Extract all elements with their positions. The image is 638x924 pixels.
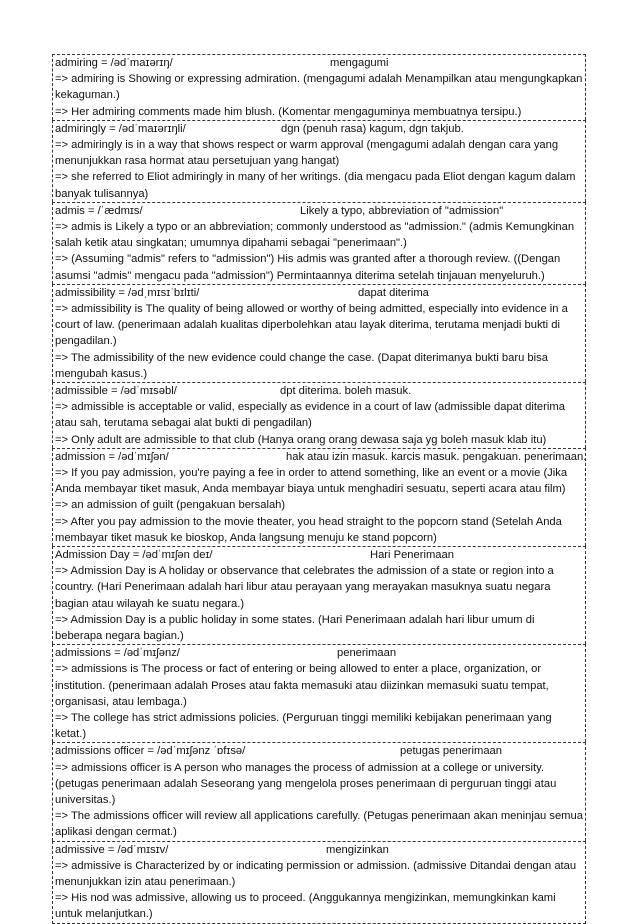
entry-translation: mengagumi: [330, 57, 389, 69]
entry-head: [55, 383, 583, 399]
entry-admissibility: [52, 284, 586, 382]
entry-translation: mengizinkan: [326, 843, 389, 856]
entry-example: => The admissions officer will review all applications carefully. (Petugas penerimaan akan meninjau semua aplikasi dengan cermat.): [55, 810, 583, 839]
entry-head: [55, 743, 583, 759]
entry-word: admissions officer = /ədˈmɪʃənz ˈɒfɪsə/: [55, 745, 246, 758]
entry-admission-day: [52, 546, 586, 644]
entry-admissive: [52, 841, 586, 924]
entry-example: => she referred to Eliot admiringly in many of her writings. (dia mengacu pada Eliot dengan kagum dalam banyak tulisannya): [55, 171, 576, 200]
entry-head: [55, 842, 583, 858]
entry-admiringly: [52, 120, 586, 202]
entry-word: admissibility = /ədˌmɪsɪˈbɪlɪti/: [55, 286, 200, 299]
entry-word: admissions = /ədˈmɪʃənz/: [55, 647, 180, 660]
entry-translation: hak atau izin masuk. karcis masuk. pengakuan. penerimaan.: [286, 450, 587, 463]
entry-definition: => Admission Day is A holiday or observance that celebrates the admission of a state or region into a country. (Hari Penerimaan adalah hari libur atau perayaan yang merayakan masuknya suatu negara bagian atau wilayah ke suatu negara.): [55, 565, 554, 610]
entry-definition: => admiringly is in a way that shows respect or warm approval (mengagumi adalah dengan cara yang menunjukkan rasa hormat atau persetujuan yang hangat): [55, 138, 559, 168]
entry-definition: => If you pay admission, you're paying a fee in order to attend something, like an event or a movie (Jika Anda membayar tiket masuk, Anda membayar biaya untuk menghadiri sesuatu, seperti acara atau film): [55, 466, 568, 496]
entry-head: [55, 449, 587, 465]
entry-definition: => admissions is The process or fact of entering or being allowed to enter a place, organization, or institution. (penerimaan adalah Proses atau fakta memasuki atau diizinkan memasuki suatu tempat, organisasi, atau lembaga.): [55, 663, 549, 708]
entry-word: admiring = /ədˈmaɪərɪŋ/: [55, 57, 173, 69]
entry-admissible: [52, 382, 586, 448]
entry-head: [55, 547, 583, 563]
entry-definition: => admissible is acceptable or valid, especially as evidence in a court of law (admissible dapat diterima atau sah, terutama sebagai alat bukti di pengadilan): [55, 401, 565, 430]
entry-example: => Her admiring comments made him blush. (Komentar mengaguminya membuatnya tersipu.): [55, 105, 522, 118]
entry-admis: [52, 202, 586, 284]
entry-example: => After you pay admission to the movie theater, you head straight to the popcorn stand (Setelah Anda membayar tiket masuk ke bioskop, Anda langsung menuju ke stand popcorn): [55, 515, 562, 544]
entry-word: admissive = /ədˈmɪsɪv/: [55, 843, 169, 856]
entry-admiring: [52, 54, 586, 120]
entry-example: => Admission Day is a public holiday in some states. (Hari Penerimaan adalah hari libur umum di beberapa negara bagian.): [55, 613, 535, 642]
entry-example: => Only adult are admissible to that club (Hanya orang orang dewasa saja yg boleh masuk klab itu): [55, 433, 547, 446]
entry-head: [55, 645, 583, 661]
entry-translation: dapat diterima: [358, 286, 429, 299]
entry-definition: => admissive is Characterized by or indicating permission or admission. (admissive Ditandai dengan atau menunjukkan izin atau penerimaan.): [55, 859, 577, 888]
entry-definition: => admis is Likely a typo or an abbreviation; commonly understood as "admission." (admis Kemungkinan salah ketik atau singkatan; umumnya dipahami sebagai "penerimaan".): [55, 220, 575, 250]
entry-head: [55, 203, 583, 219]
entry-definition: => admissions officer is A person who manages the process of admission at a college or university. (petugas penerimaan adalah Seseorang yang mengelola proses penerimaan di perguruan tinggi atau universitas.): [55, 761, 557, 806]
entry-definition: => admissibility is The quality of being allowed or worthy of being admitted, especially into evidence in a court of law. (penerimaan adalah kualitas diperbolehkan atau layak diterima, terutama menjadi bukti di pengadilan.): [55, 302, 568, 348]
entry-admission: [52, 448, 586, 546]
entry-definition: => admiring is Showing or expressing admiration. (mengagumi adalah Menampilkan atau mengungkapkan kekaguman.): [55, 73, 583, 102]
entry-admissions-officer: [52, 742, 586, 840]
entry-translation: dpt diterima. boleh masuk.: [280, 385, 412, 397]
entry-word: Admission Day = /ədˈmɪʃən deɪ/: [55, 549, 213, 561]
entry-head: [55, 55, 583, 71]
entry-translation: Likely a typo, abbreviation of "admission": [300, 204, 504, 217]
entry-word: admission = /ədˈmɪʃən/: [55, 450, 169, 463]
entry-example: => an admission of guilt (pengakuan bersalah): [55, 499, 286, 512]
entry-example: => (Assuming "admis" refers to "admission") His admis was granted after a thorough review. ((Dengan asumsi "admis" mengacu pada "admission") Permintaannya diterima setelah tinjauan menyeluruh.): [55, 253, 561, 282]
entry-head: [55, 121, 583, 137]
entry-translation: Hari Penerimaan: [370, 549, 454, 561]
entry-translation: dgn (penuh rasa) kagum, dgn takjub.: [281, 122, 464, 135]
entry-word: admiringly = /ədˈmaɪərɪŋli/: [55, 122, 186, 135]
entry-example: => The college has strict admissions policies. (Perguruan tinggi memiliki kebijakan penerimaan yang ketat.): [55, 712, 552, 741]
entry-head: [55, 285, 583, 301]
entry-word: admissible = /ədˈmɪsəbl/: [55, 385, 177, 397]
dictionary-page: [52, 54, 586, 924]
entry-translation: penerimaan: [337, 647, 397, 660]
entry-word: admis = /ˈædmɪs/: [55, 204, 143, 217]
entry-example: => The admissibility of the new evidence could change the case. (Dapat diterimanya bukti baru bisa mengubah kasus.): [55, 351, 548, 380]
entry-admissions: [52, 644, 586, 742]
entry-example: => His nod was admissive, allowing us to proceed. (Anggukannya mengizinkan, memungkinkan kami untuk melanjutkan.): [55, 892, 556, 921]
entry-translation: petugas penerimaan: [400, 745, 503, 758]
